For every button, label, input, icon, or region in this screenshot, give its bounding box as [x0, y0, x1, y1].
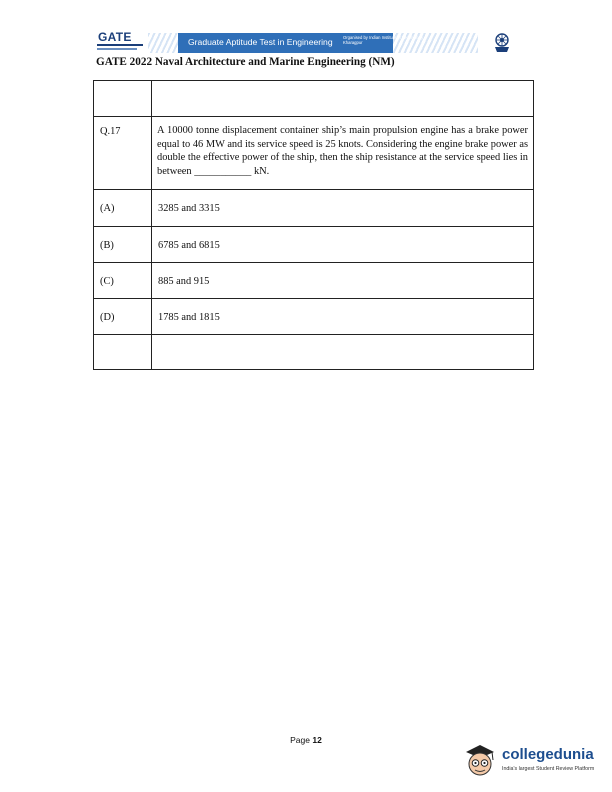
mascot-icon [462, 742, 498, 782]
iit-emblem-icon [491, 31, 513, 53]
banner-title: Graduate Aptitude Test in Engineering [188, 37, 333, 47]
question-text: A 10000 tonne displacement container ship’s main propulsion engine has a brake power equal to 46 MW and its service speed is 25 knots. Considering the engine brake power as double the effective power of the ship, then the ship resistance at the service speed lies in between ___________ kN. [157, 125, 528, 177]
option-text: 885 and 915 [158, 276, 210, 287]
table-row [94, 117, 534, 190]
table-row [94, 190, 534, 227]
table-row [94, 227, 534, 263]
gate-header-banner [96, 30, 516, 54]
banner-organizer: Organised by Indian Institute of Technology Kharagpur [343, 35, 424, 45]
gate-logo-text: GATE [98, 30, 132, 44]
option-text: 6785 and 6815 [158, 240, 220, 251]
question-table [93, 80, 534, 370]
banner-strip [148, 33, 478, 53]
page-label: Page [290, 735, 310, 745]
gate-logo [96, 30, 146, 54]
table-row [94, 81, 534, 117]
table-row [94, 335, 534, 370]
brand-name: collegedunia [502, 746, 594, 763]
option-label: (A) [100, 203, 115, 214]
table-row [94, 263, 534, 299]
option-label: (D) [100, 312, 115, 323]
option-text: 3285 and 3315 [158, 203, 220, 214]
option-text: 1785 and 1815 [158, 312, 220, 323]
collegedunia-logo [462, 740, 602, 784]
question-number: Q.17 [100, 126, 121, 137]
page-number-value: 12 [312, 735, 322, 745]
brand-tagline: India's largest Student Review Platform [502, 766, 595, 772]
option-label: (C) [100, 276, 114, 287]
document-title: GATE 2022 Naval Architecture and Marine Engineering (NM) [96, 56, 395, 68]
option-label: (B) [100, 240, 114, 251]
table-row [94, 299, 534, 335]
